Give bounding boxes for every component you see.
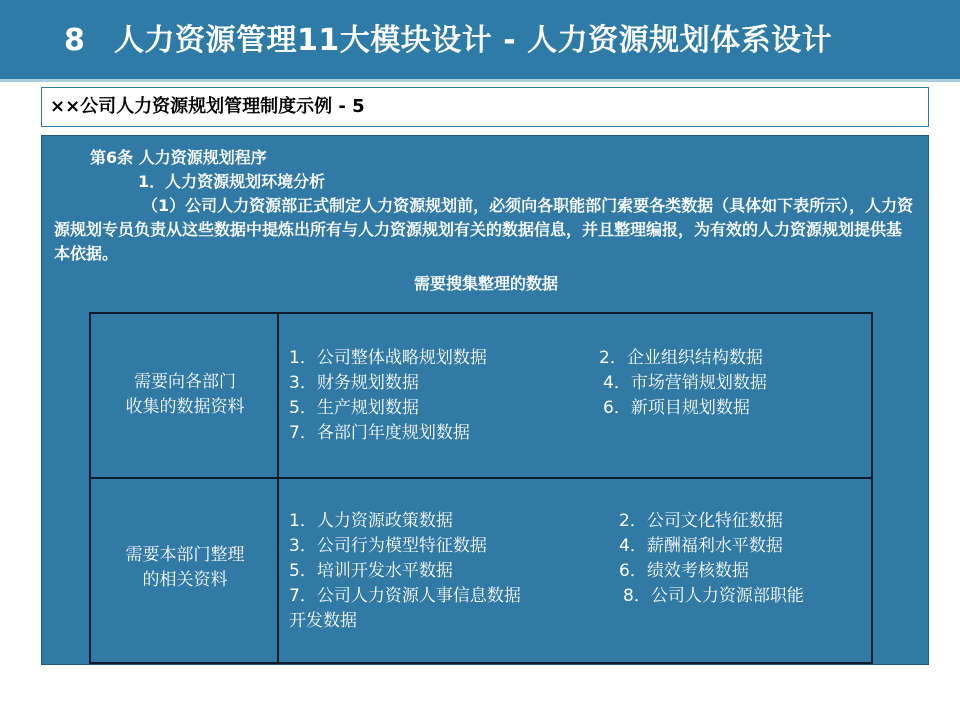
list-item: 6．新项目规划数据 <box>603 398 750 418</box>
list-item: 4．市场营销规划数据 <box>603 373 767 393</box>
list-item: 1．人力资源政策数据 <box>289 511 453 531</box>
row2-label-line2: 的相关资料 <box>142 570 228 590</box>
row1-label <box>91 370 279 420</box>
page-title: 人力资源管理11大模块设计 - 人力资源规划体系设计 <box>114 23 833 58</box>
list-item: 8．公司人力资源部职能 <box>623 586 804 606</box>
list-item: 1．公司整体战略规划数据 <box>289 348 487 368</box>
list-item: 7．各部门年度规划数据 <box>289 423 470 443</box>
row1-label-line1: 需要向各部门 <box>134 372 236 392</box>
row2-label-line1: 需要本部门整理 <box>125 545 245 565</box>
subtitle-box: ××公司人力资源规划管理制度示例 - 5 <box>41 87 929 127</box>
list-item: 5．培训开发水平数据 <box>289 561 453 581</box>
section-heading: 1．人力资源规划环境分析 <box>138 172 326 191</box>
list-item: 开发数据 <box>289 611 357 631</box>
body-text: （1）公司人力资源部正式制定人力资源规划前，必须向各职能部门索要各类数据（具体如下表所示），人力资源规划专员负责从这些数据中提炼出所有与人力资源规划有关的数据信息，并且整理编报，为有效的人力资源规划提供基本依据。 <box>54 196 914 263</box>
list-item: 4．薪酬福利水平数据 <box>619 536 783 556</box>
section-number: 8 <box>64 23 85 58</box>
row1-items-cell <box>279 314 871 477</box>
data-table <box>89 312 873 664</box>
table-caption: 需要搜集整理的数据 <box>413 274 558 293</box>
list-item: 2．企业组织结构数据 <box>599 348 763 368</box>
list-item: 3．公司行为模型特征数据 <box>289 536 487 556</box>
row2-label-cell <box>91 477 279 662</box>
content-panel <box>41 135 929 665</box>
list-item: 2．公司文化特征数据 <box>619 511 783 531</box>
body-paragraph <box>54 194 914 266</box>
article-heading: 第6条 人力资源规划程序 <box>90 148 267 167</box>
row1-label-cell <box>91 314 279 477</box>
list-item: 6．绩效考核数据 <box>619 561 749 581</box>
row2-label <box>91 543 279 593</box>
list-item: 5．生产规划数据 <box>289 398 419 418</box>
list-item: 7．公司人力资源人事信息数据 <box>289 586 521 606</box>
title-bar <box>0 0 960 82</box>
row1-label-line2: 收集的数据资料 <box>125 397 245 417</box>
list-item: 3．财务规划数据 <box>289 373 419 393</box>
row2-items-cell <box>279 477 871 662</box>
